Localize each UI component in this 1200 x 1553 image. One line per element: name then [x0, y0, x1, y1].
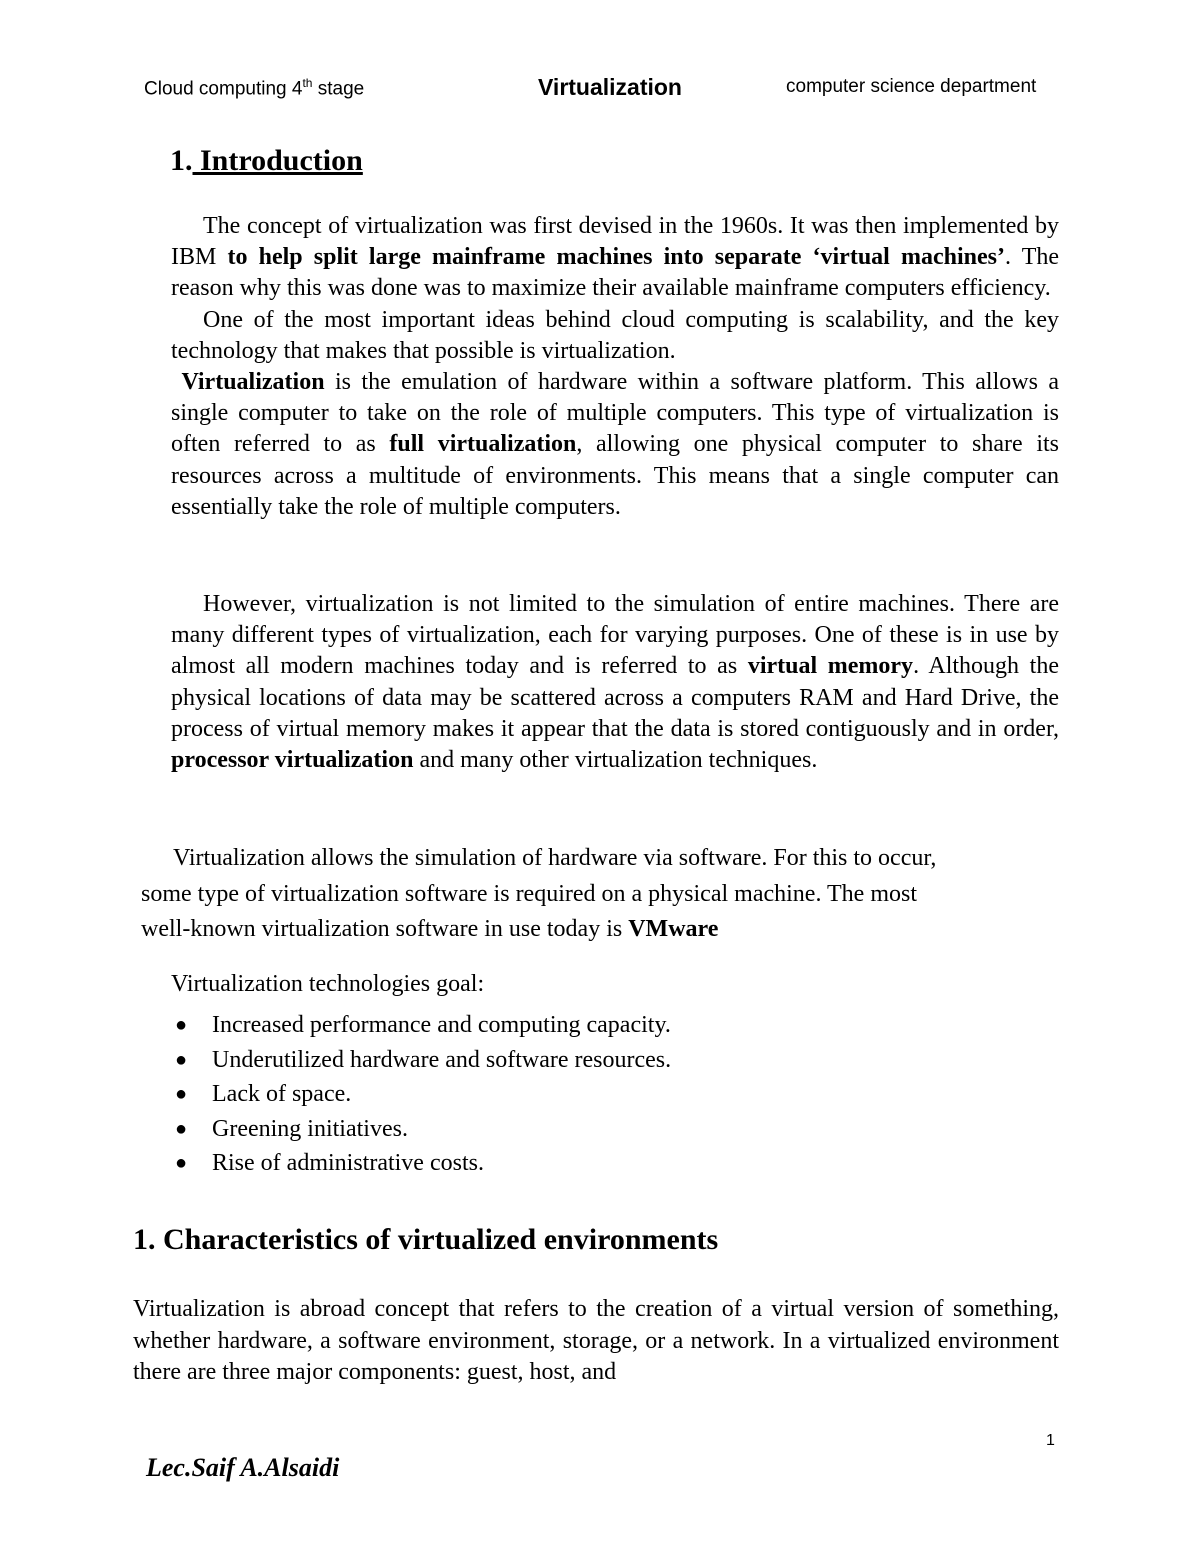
- header-topic: Virtualization: [538, 74, 682, 100]
- characteristics-paragraph: Virtualization is abroad concept that refers to the creation of a virtual version of something, whether hardware, a software environment, storage, or a network. In a virtualized environment there are three major components: guest, host, and: [133, 1296, 1059, 1385]
- list-item: ● Rise of administrative costs.: [172, 1146, 671, 1181]
- author-signature: Lec.Saif A.Alsaidi: [146, 1453, 340, 1482]
- bullet-icon: ●: [175, 1117, 188, 1140]
- intro-paragraph-scalability: One of the most important ideas behind cloud computing is scalability, and the key technology that makes that possible is virtualization.: [171, 306, 1059, 364]
- bullet-icon: ●: [175, 1048, 188, 1071]
- bullet-icon: ●: [175, 1152, 188, 1174]
- list-item: ● Lack of space.: [172, 1077, 671, 1112]
- section-heading-introduction: 1. Introduction: [170, 144, 363, 177]
- list-item: ● Increased performance and computing capacity.: [172, 1008, 671, 1043]
- header-course: Cloud computing 4th stage: [144, 76, 365, 100]
- list-item: ● Greening initiatives.: [172, 1112, 671, 1147]
- goals-label: Virtualization technologies goal:: [171, 971, 485, 997]
- bullet-icon: ●: [175, 1014, 188, 1036]
- goals-list: [172, 1008, 671, 1181]
- intro-paragraph-software: Virtualization allows the simulation of hardware via software. For this to occur, some type of virtualization software is required on a physical machine. The most well-known virtualization software in use today is VMware: [141, 845, 937, 942]
- section-heading-characteristics: 1. Characteristics of virtualized environments: [133, 1223, 719, 1256]
- bullet-icon: ●: [175, 1083, 188, 1105]
- intro-paragraphs: [171, 211, 1059, 523]
- intro-paragraph-definition: Virtualization is the emulation of hardware within a software platform. This allows a single computer to take on the role of multiple computers. This type of virtualization is often referred to as full virtualization, allowing one physical computer to share its resources across a multitude of environments. This means that a single computer can essentially take the role of multiple computers.: [171, 369, 1060, 520]
- intro-paragraph-history: The concept of virtualization was first devised in the 1960s. It was then implemented by IBM to help split large mainframe machines into separate ‘virtual machines’. The reason why this was done was to maximize their available mainframe computers efficiency.: [171, 213, 1060, 302]
- intro-paragraph-types: However, virtualization is not limited to the simulation of entire machines. There are many different types of virtualization, each for varying purposes. One of these is in use by almost all modern machines today and is referred to as virtual memory. Although the physical locations of data may be scattered across a computers RAM and Hard Drive, the process of virtual memory makes it appear that the data is stored contiguously and in order, processor virtualization and many other virtualization techniques.: [171, 591, 1059, 774]
- header-department: computer science department: [786, 76, 1037, 97]
- page-number: 1: [1046, 1432, 1055, 1449]
- list-item: ● Underutilized hardware and software resources.: [172, 1043, 671, 1078]
